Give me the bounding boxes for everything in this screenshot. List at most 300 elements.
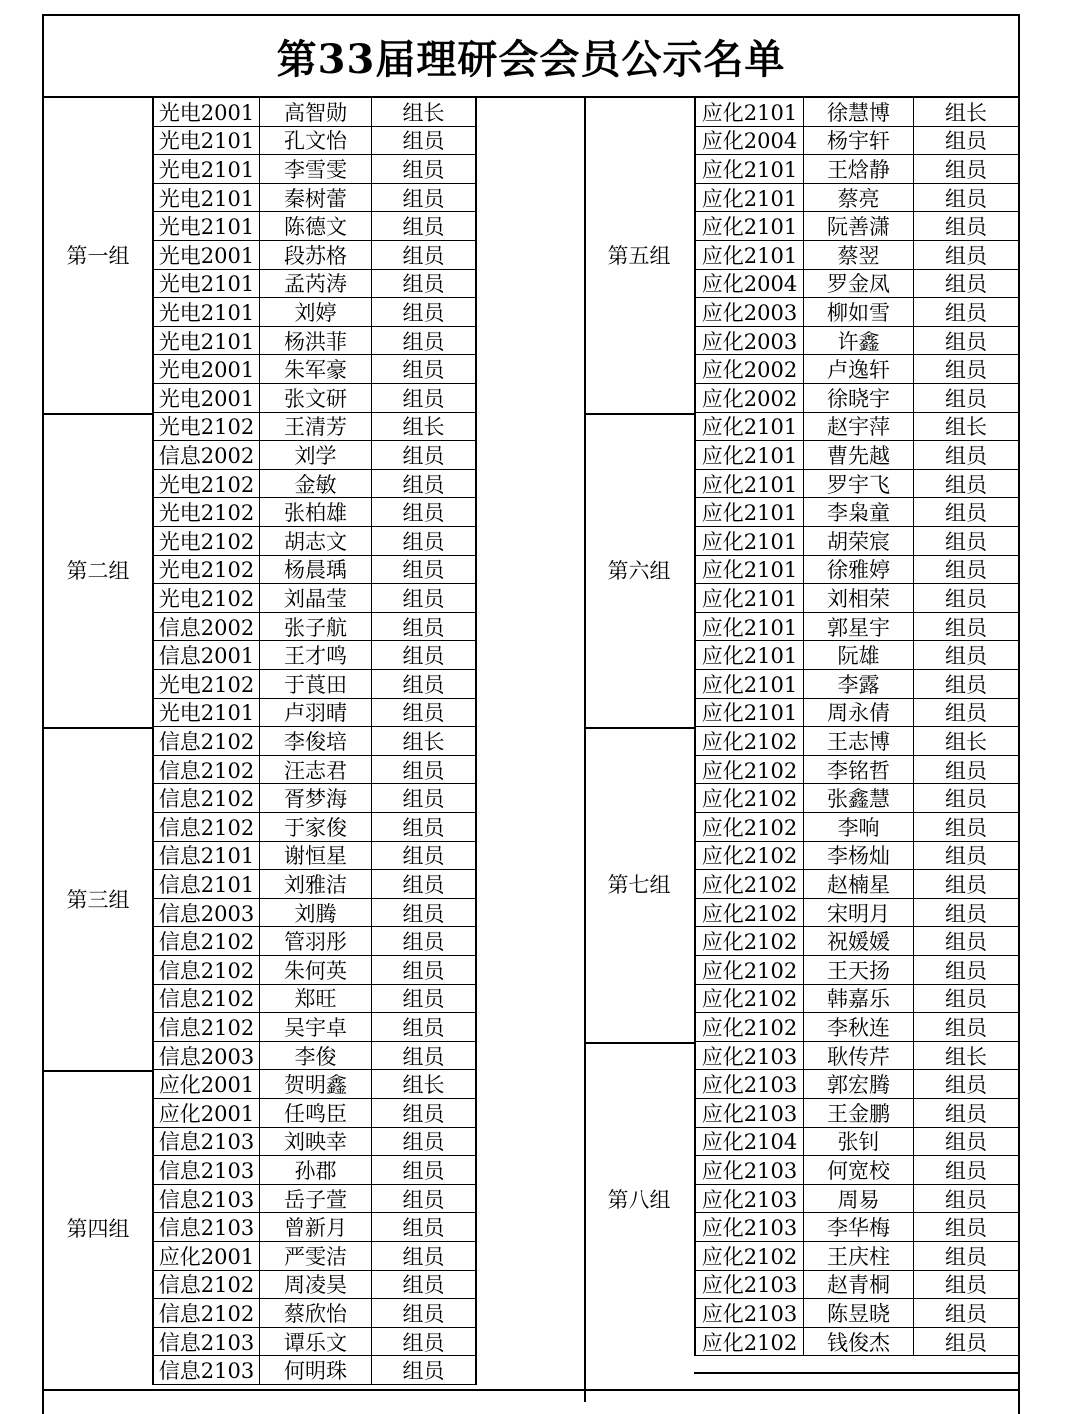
role-cell: 组员 xyxy=(945,644,987,669)
class-cell: 应化2101 xyxy=(696,584,804,612)
role-cell: 组员 xyxy=(945,701,987,726)
name-cell: 杨洪菲 xyxy=(260,327,372,355)
name-cell: 耿传芹 xyxy=(804,1042,914,1070)
class-cell: 应化2101 xyxy=(696,527,804,555)
class-cell: 应化2001 xyxy=(154,1242,260,1270)
table-row xyxy=(154,155,475,184)
name-cell: 郭星宇 xyxy=(804,613,914,641)
role-cell: 组员 xyxy=(945,443,987,468)
table-row xyxy=(154,956,475,985)
class-cell: 应化2002 xyxy=(696,355,804,383)
class-cell: 光电2102 xyxy=(154,556,260,584)
class-cell: 应化2102 xyxy=(696,784,804,812)
name-cell: 李华梅 xyxy=(804,1213,914,1241)
table-row xyxy=(696,1185,1018,1214)
class-cell: 信息2102 xyxy=(154,1299,260,1327)
class-cell: 应化2102 xyxy=(696,1242,804,1270)
role-cell: 组员 xyxy=(402,1301,445,1326)
right-table-end-rule xyxy=(694,1372,1018,1374)
class-cell: 光电2102 xyxy=(154,527,260,555)
name-cell: 王清芳 xyxy=(260,413,372,441)
role-cell: 组长 xyxy=(402,1073,445,1098)
class-cell: 光电2102 xyxy=(154,470,260,498)
table-row xyxy=(696,441,1018,470)
table-row xyxy=(154,985,475,1014)
table-row xyxy=(154,498,475,527)
name-cell: 贺明鑫 xyxy=(260,1070,372,1098)
group-block xyxy=(44,98,584,413)
class-cell: 光电2001 xyxy=(154,98,260,126)
class-cell: 应化2003 xyxy=(696,327,804,355)
role-cell: 组员 xyxy=(402,501,445,526)
name-cell: 曾新月 xyxy=(260,1213,372,1241)
class-cell: 应化2102 xyxy=(696,1013,804,1041)
table-row xyxy=(696,584,1018,613)
table-row xyxy=(154,1070,475,1099)
table-row xyxy=(154,1099,475,1128)
role-cell: 组员 xyxy=(945,672,987,697)
name-cell: 孔文怡 xyxy=(260,127,372,155)
name-cell: 罗金凤 xyxy=(804,270,914,298)
role-cell: 组员 xyxy=(945,1244,987,1269)
name-cell: 刘映幸 xyxy=(260,1128,372,1156)
class-cell: 应化2103 xyxy=(696,1213,804,1241)
role-cell: 组员 xyxy=(402,215,445,240)
table-row xyxy=(696,641,1018,670)
role-cell: 组员 xyxy=(402,1101,445,1126)
class-cell: 应化2102 xyxy=(696,956,804,984)
name-cell: 柳如雪 xyxy=(804,298,914,326)
class-cell: 应化2103 xyxy=(696,1299,804,1327)
class-cell: 信息2103 xyxy=(154,1185,260,1213)
name-cell: 段苏格 xyxy=(260,241,372,269)
name-cell: 李露 xyxy=(804,670,914,698)
table-row xyxy=(154,470,475,499)
role-cell: 组员 xyxy=(945,386,987,411)
class-cell: 信息2002 xyxy=(154,441,260,469)
role-cell: 组员 xyxy=(945,901,987,926)
name-cell: 陈德文 xyxy=(260,212,372,240)
name-cell: 李杨灿 xyxy=(804,842,914,870)
center-divider xyxy=(584,98,586,1402)
name-cell: 王天扬 xyxy=(804,956,914,984)
role-cell: 组员 xyxy=(945,472,987,497)
table-row xyxy=(154,870,475,899)
table-row xyxy=(696,498,1018,527)
name-cell: 杨晨瑀 xyxy=(260,556,372,584)
class-cell: 应化2101 xyxy=(696,441,804,469)
member-list-sheet xyxy=(42,14,1020,1414)
group-separator xyxy=(44,413,152,415)
name-cell: 孙郡 xyxy=(260,1156,372,1184)
name-cell: 王才鸣 xyxy=(260,641,372,669)
class-cell: 光电2101 xyxy=(154,327,260,355)
class-cell: 应化2102 xyxy=(696,985,804,1013)
class-cell: 光电2101 xyxy=(154,184,260,212)
role-cell: 组员 xyxy=(945,272,987,297)
class-cell: 光电2102 xyxy=(154,413,260,441)
table-row xyxy=(696,470,1018,499)
name-cell: 刘学 xyxy=(260,441,372,469)
table-row xyxy=(154,699,475,728)
role-cell: 组员 xyxy=(945,358,987,383)
table-row xyxy=(154,355,475,384)
role-cell: 组员 xyxy=(402,1273,445,1298)
name-cell: 李枭童 xyxy=(804,498,914,526)
table-row xyxy=(154,813,475,842)
table-row xyxy=(154,1013,475,1042)
role-cell: 组长 xyxy=(945,415,987,440)
page-title: 第33届理研会会员公示名单 xyxy=(44,16,1018,98)
role-cell: 组员 xyxy=(945,1015,987,1040)
role-cell: 组员 xyxy=(402,815,445,840)
table-row xyxy=(154,1185,475,1214)
name-cell: 周凌昊 xyxy=(260,1271,372,1299)
name-cell: 胡荣宸 xyxy=(804,527,914,555)
group-label: 第二组 xyxy=(66,558,130,583)
name-cell: 何明珠 xyxy=(260,1356,372,1384)
role-cell: 组员 xyxy=(945,215,987,240)
name-cell: 周永倩 xyxy=(804,699,914,727)
role-cell: 组员 xyxy=(402,672,445,697)
name-cell: 金敏 xyxy=(260,470,372,498)
role-cell: 组员 xyxy=(945,958,987,983)
class-cell: 应化2103 xyxy=(696,1156,804,1184)
name-cell: 蔡亮 xyxy=(804,184,914,212)
table-row xyxy=(154,1356,475,1385)
class-cell: 光电2101 xyxy=(154,270,260,298)
role-cell: 组长 xyxy=(945,729,987,754)
role-cell: 组长 xyxy=(402,415,445,440)
group-rows xyxy=(694,413,1018,728)
group-label: 第八组 xyxy=(607,1188,671,1213)
table-row xyxy=(696,556,1018,585)
table-row xyxy=(154,584,475,613)
class-cell: 信息2102 xyxy=(154,927,260,955)
table-row xyxy=(154,127,475,156)
class-cell: 应化2101 xyxy=(696,641,804,669)
class-cell: 信息2102 xyxy=(154,1013,260,1041)
table-row xyxy=(696,813,1018,842)
role-cell: 组员 xyxy=(402,386,445,411)
table-row xyxy=(696,784,1018,813)
bottom-rule xyxy=(44,1389,1018,1391)
role-cell: 组员 xyxy=(945,300,987,325)
table-row xyxy=(696,212,1018,241)
group-label: 第五组 xyxy=(607,244,671,269)
name-cell: 杨宇轩 xyxy=(804,127,914,155)
name-cell: 朱何英 xyxy=(260,956,372,984)
role-cell: 组员 xyxy=(402,558,445,583)
table-row xyxy=(154,727,475,756)
role-cell: 组员 xyxy=(402,272,445,297)
class-cell: 信息2103 xyxy=(154,1328,260,1356)
name-cell: 祝媛媛 xyxy=(804,927,914,955)
table-row xyxy=(696,985,1018,1014)
name-cell: 李响 xyxy=(804,813,914,841)
class-cell: 应化2103 xyxy=(696,1042,804,1070)
class-cell: 光电2101 xyxy=(154,212,260,240)
role-cell: 组员 xyxy=(945,529,987,554)
table-row xyxy=(696,870,1018,899)
name-cell: 于家俊 xyxy=(260,813,372,841)
name-cell: 汪志君 xyxy=(260,756,372,784)
table-row xyxy=(696,842,1018,871)
role-cell: 组员 xyxy=(945,501,987,526)
table-row xyxy=(154,899,475,928)
table-row xyxy=(154,641,475,670)
table-row xyxy=(154,784,475,813)
table-row xyxy=(154,670,475,699)
role-cell: 组员 xyxy=(945,758,987,783)
table-row xyxy=(696,1070,1018,1099)
role-cell: 组员 xyxy=(945,243,987,268)
class-cell: 信息2102 xyxy=(154,985,260,1013)
role-cell: 组长 xyxy=(402,729,445,754)
name-cell: 高智勋 xyxy=(260,98,372,126)
table-row xyxy=(154,413,475,442)
name-cell: 王金鹏 xyxy=(804,1099,914,1127)
class-cell: 应化2102 xyxy=(696,813,804,841)
class-cell: 应化2001 xyxy=(154,1099,260,1127)
role-cell: 组员 xyxy=(402,129,445,154)
table-row xyxy=(696,127,1018,156)
name-cell: 严雯洁 xyxy=(260,1242,372,1270)
role-cell: 组员 xyxy=(402,958,445,983)
role-cell: 组员 xyxy=(945,558,987,583)
class-cell: 光电2101 xyxy=(154,699,260,727)
name-cell: 阮善潇 xyxy=(804,212,914,240)
role-cell: 组员 xyxy=(945,872,987,897)
group-block xyxy=(584,413,1018,728)
role-cell: 组员 xyxy=(945,844,987,869)
class-cell: 信息2102 xyxy=(154,813,260,841)
table-row xyxy=(696,241,1018,270)
role-cell: 组员 xyxy=(402,787,445,812)
table-row xyxy=(696,727,1018,756)
class-cell: 信息2102 xyxy=(154,727,260,755)
name-cell: 朱军豪 xyxy=(260,355,372,383)
name-cell: 李铭哲 xyxy=(804,756,914,784)
group-block xyxy=(584,1042,1018,1357)
role-cell: 组员 xyxy=(402,529,445,554)
name-cell: 谢恒星 xyxy=(260,842,372,870)
name-cell: 王焓静 xyxy=(804,155,914,183)
name-cell: 徐晓宇 xyxy=(804,384,914,412)
name-cell: 刘婷 xyxy=(260,298,372,326)
name-cell: 徐雅婷 xyxy=(804,556,914,584)
name-cell: 秦树蕾 xyxy=(260,184,372,212)
name-cell: 胡志文 xyxy=(260,527,372,555)
name-cell: 卢羽晴 xyxy=(260,699,372,727)
class-cell: 光电2102 xyxy=(154,498,260,526)
table-row xyxy=(696,699,1018,728)
role-cell: 组员 xyxy=(402,300,445,325)
class-cell: 应化2103 xyxy=(696,1185,804,1213)
role-cell: 组长 xyxy=(402,100,445,125)
table-row xyxy=(696,1242,1018,1271)
name-cell: 蔡欣怡 xyxy=(260,1299,372,1327)
role-cell: 组员 xyxy=(945,1073,987,1098)
name-cell: 钱俊杰 xyxy=(804,1328,914,1356)
role-cell: 组员 xyxy=(402,644,445,669)
class-cell: 应化2001 xyxy=(154,1070,260,1098)
table-row xyxy=(154,556,475,585)
name-cell: 张子航 xyxy=(260,613,372,641)
class-cell: 应化2101 xyxy=(696,241,804,269)
role-cell: 组长 xyxy=(945,1044,987,1069)
group-block xyxy=(584,727,1018,1042)
name-cell: 阮雄 xyxy=(804,641,914,669)
table-row xyxy=(696,670,1018,699)
table-row xyxy=(154,613,475,642)
table-row xyxy=(696,527,1018,556)
table-row xyxy=(696,956,1018,985)
name-cell: 郭宏腾 xyxy=(804,1070,914,1098)
class-cell: 应化2003 xyxy=(696,298,804,326)
class-cell: 信息2002 xyxy=(154,613,260,641)
class-cell: 应化2101 xyxy=(696,413,804,441)
table-row xyxy=(696,327,1018,356)
role-cell: 组员 xyxy=(402,1044,445,1069)
group-separator xyxy=(584,727,694,729)
table-row xyxy=(154,270,475,299)
name-cell: 李俊 xyxy=(260,1042,372,1070)
name-cell: 张文研 xyxy=(260,384,372,412)
class-cell: 信息2103 xyxy=(154,1156,260,1184)
class-cell: 光电2101 xyxy=(154,155,260,183)
group-rows xyxy=(152,413,477,728)
name-cell: 于莨田 xyxy=(260,670,372,698)
name-cell: 郑旺 xyxy=(260,985,372,1013)
class-cell: 光电2101 xyxy=(154,127,260,155)
name-cell: 张鑫慧 xyxy=(804,784,914,812)
class-cell: 信息2001 xyxy=(154,641,260,669)
group-block xyxy=(584,98,1018,413)
table-row xyxy=(154,241,475,270)
role-cell: 组员 xyxy=(402,615,445,640)
class-cell: 光电2102 xyxy=(154,584,260,612)
group-label: 第三组 xyxy=(66,887,130,912)
name-cell: 李俊培 xyxy=(260,727,372,755)
group-label: 第六组 xyxy=(607,558,671,583)
class-cell: 应化2104 xyxy=(696,1128,804,1156)
name-cell: 刘晶莹 xyxy=(260,584,372,612)
class-cell: 应化2101 xyxy=(696,699,804,727)
role-cell: 组员 xyxy=(945,615,987,640)
table-row xyxy=(696,1013,1018,1042)
class-cell: 光电2001 xyxy=(154,241,260,269)
table-row xyxy=(154,927,475,956)
table-row xyxy=(154,527,475,556)
table-row xyxy=(696,1213,1018,1242)
class-cell: 信息2103 xyxy=(154,1128,260,1156)
class-cell: 光电2001 xyxy=(154,355,260,383)
role-cell: 组员 xyxy=(402,1244,445,1269)
class-cell: 应化2102 xyxy=(696,756,804,784)
name-cell: 周易 xyxy=(804,1185,914,1213)
class-cell: 信息2103 xyxy=(154,1356,260,1384)
name-cell: 吴宇卓 xyxy=(260,1013,372,1041)
role-cell: 组员 xyxy=(402,1015,445,1040)
group-separator xyxy=(44,727,152,729)
table-row xyxy=(696,155,1018,184)
table-row xyxy=(696,1042,1018,1071)
role-cell: 组员 xyxy=(402,157,445,182)
name-cell: 赵宇萍 xyxy=(804,413,914,441)
class-cell: 信息2102 xyxy=(154,956,260,984)
name-cell: 曹先越 xyxy=(804,441,914,469)
table-row xyxy=(696,1128,1018,1157)
role-cell: 组员 xyxy=(402,872,445,897)
role-cell: 组长 xyxy=(945,100,987,125)
role-cell: 组员 xyxy=(945,1101,987,1126)
class-cell: 应化2102 xyxy=(696,1328,804,1356)
group-rows xyxy=(694,98,1018,413)
name-cell: 刘雅洁 xyxy=(260,870,372,898)
class-cell: 信息2003 xyxy=(154,1042,260,1070)
table-row xyxy=(154,327,475,356)
table-row xyxy=(696,927,1018,956)
group-block xyxy=(44,413,584,728)
name-cell: 罗宇飞 xyxy=(804,470,914,498)
name-cell: 胥梦海 xyxy=(260,784,372,812)
role-cell: 组员 xyxy=(402,1330,445,1355)
role-cell: 组员 xyxy=(402,1359,445,1384)
table-row xyxy=(154,384,475,413)
group-rows xyxy=(152,98,477,413)
class-cell: 应化2101 xyxy=(696,470,804,498)
name-cell: 李雪雯 xyxy=(260,155,372,183)
class-cell: 应化2103 xyxy=(696,1271,804,1299)
group-label: 第四组 xyxy=(66,1216,130,1241)
class-cell: 应化2004 xyxy=(696,127,804,155)
class-cell: 信息2102 xyxy=(154,1271,260,1299)
class-cell: 信息2102 xyxy=(154,756,260,784)
table-row xyxy=(154,212,475,241)
name-cell: 岳子萱 xyxy=(260,1185,372,1213)
name-cell: 任鸣臣 xyxy=(260,1099,372,1127)
class-cell: 应化2102 xyxy=(696,927,804,955)
table-row xyxy=(154,298,475,327)
role-cell: 组员 xyxy=(402,930,445,955)
table-row xyxy=(154,1328,475,1357)
class-cell: 应化2101 xyxy=(696,98,804,126)
table-row xyxy=(696,756,1018,785)
role-cell: 组员 xyxy=(402,758,445,783)
class-cell: 应化2103 xyxy=(696,1099,804,1127)
table-row xyxy=(154,98,475,127)
table-row xyxy=(696,384,1018,413)
class-cell: 应化2102 xyxy=(696,870,804,898)
role-cell: 组员 xyxy=(945,1301,987,1326)
role-cell: 组员 xyxy=(945,930,987,955)
role-cell: 组员 xyxy=(402,1216,445,1241)
name-cell: 何宽校 xyxy=(804,1156,914,1184)
table-row xyxy=(696,98,1018,127)
role-cell: 组员 xyxy=(402,586,445,611)
table-row xyxy=(696,270,1018,299)
name-cell: 徐慧博 xyxy=(804,98,914,126)
name-cell: 孟芮涛 xyxy=(260,270,372,298)
class-cell: 应化2103 xyxy=(696,1070,804,1098)
table-row xyxy=(154,184,475,213)
role-cell: 组员 xyxy=(945,586,987,611)
group-rows xyxy=(152,727,477,1070)
name-cell: 张柏雄 xyxy=(260,498,372,526)
group-rows xyxy=(694,727,1018,1042)
name-cell: 赵青桐 xyxy=(804,1271,914,1299)
